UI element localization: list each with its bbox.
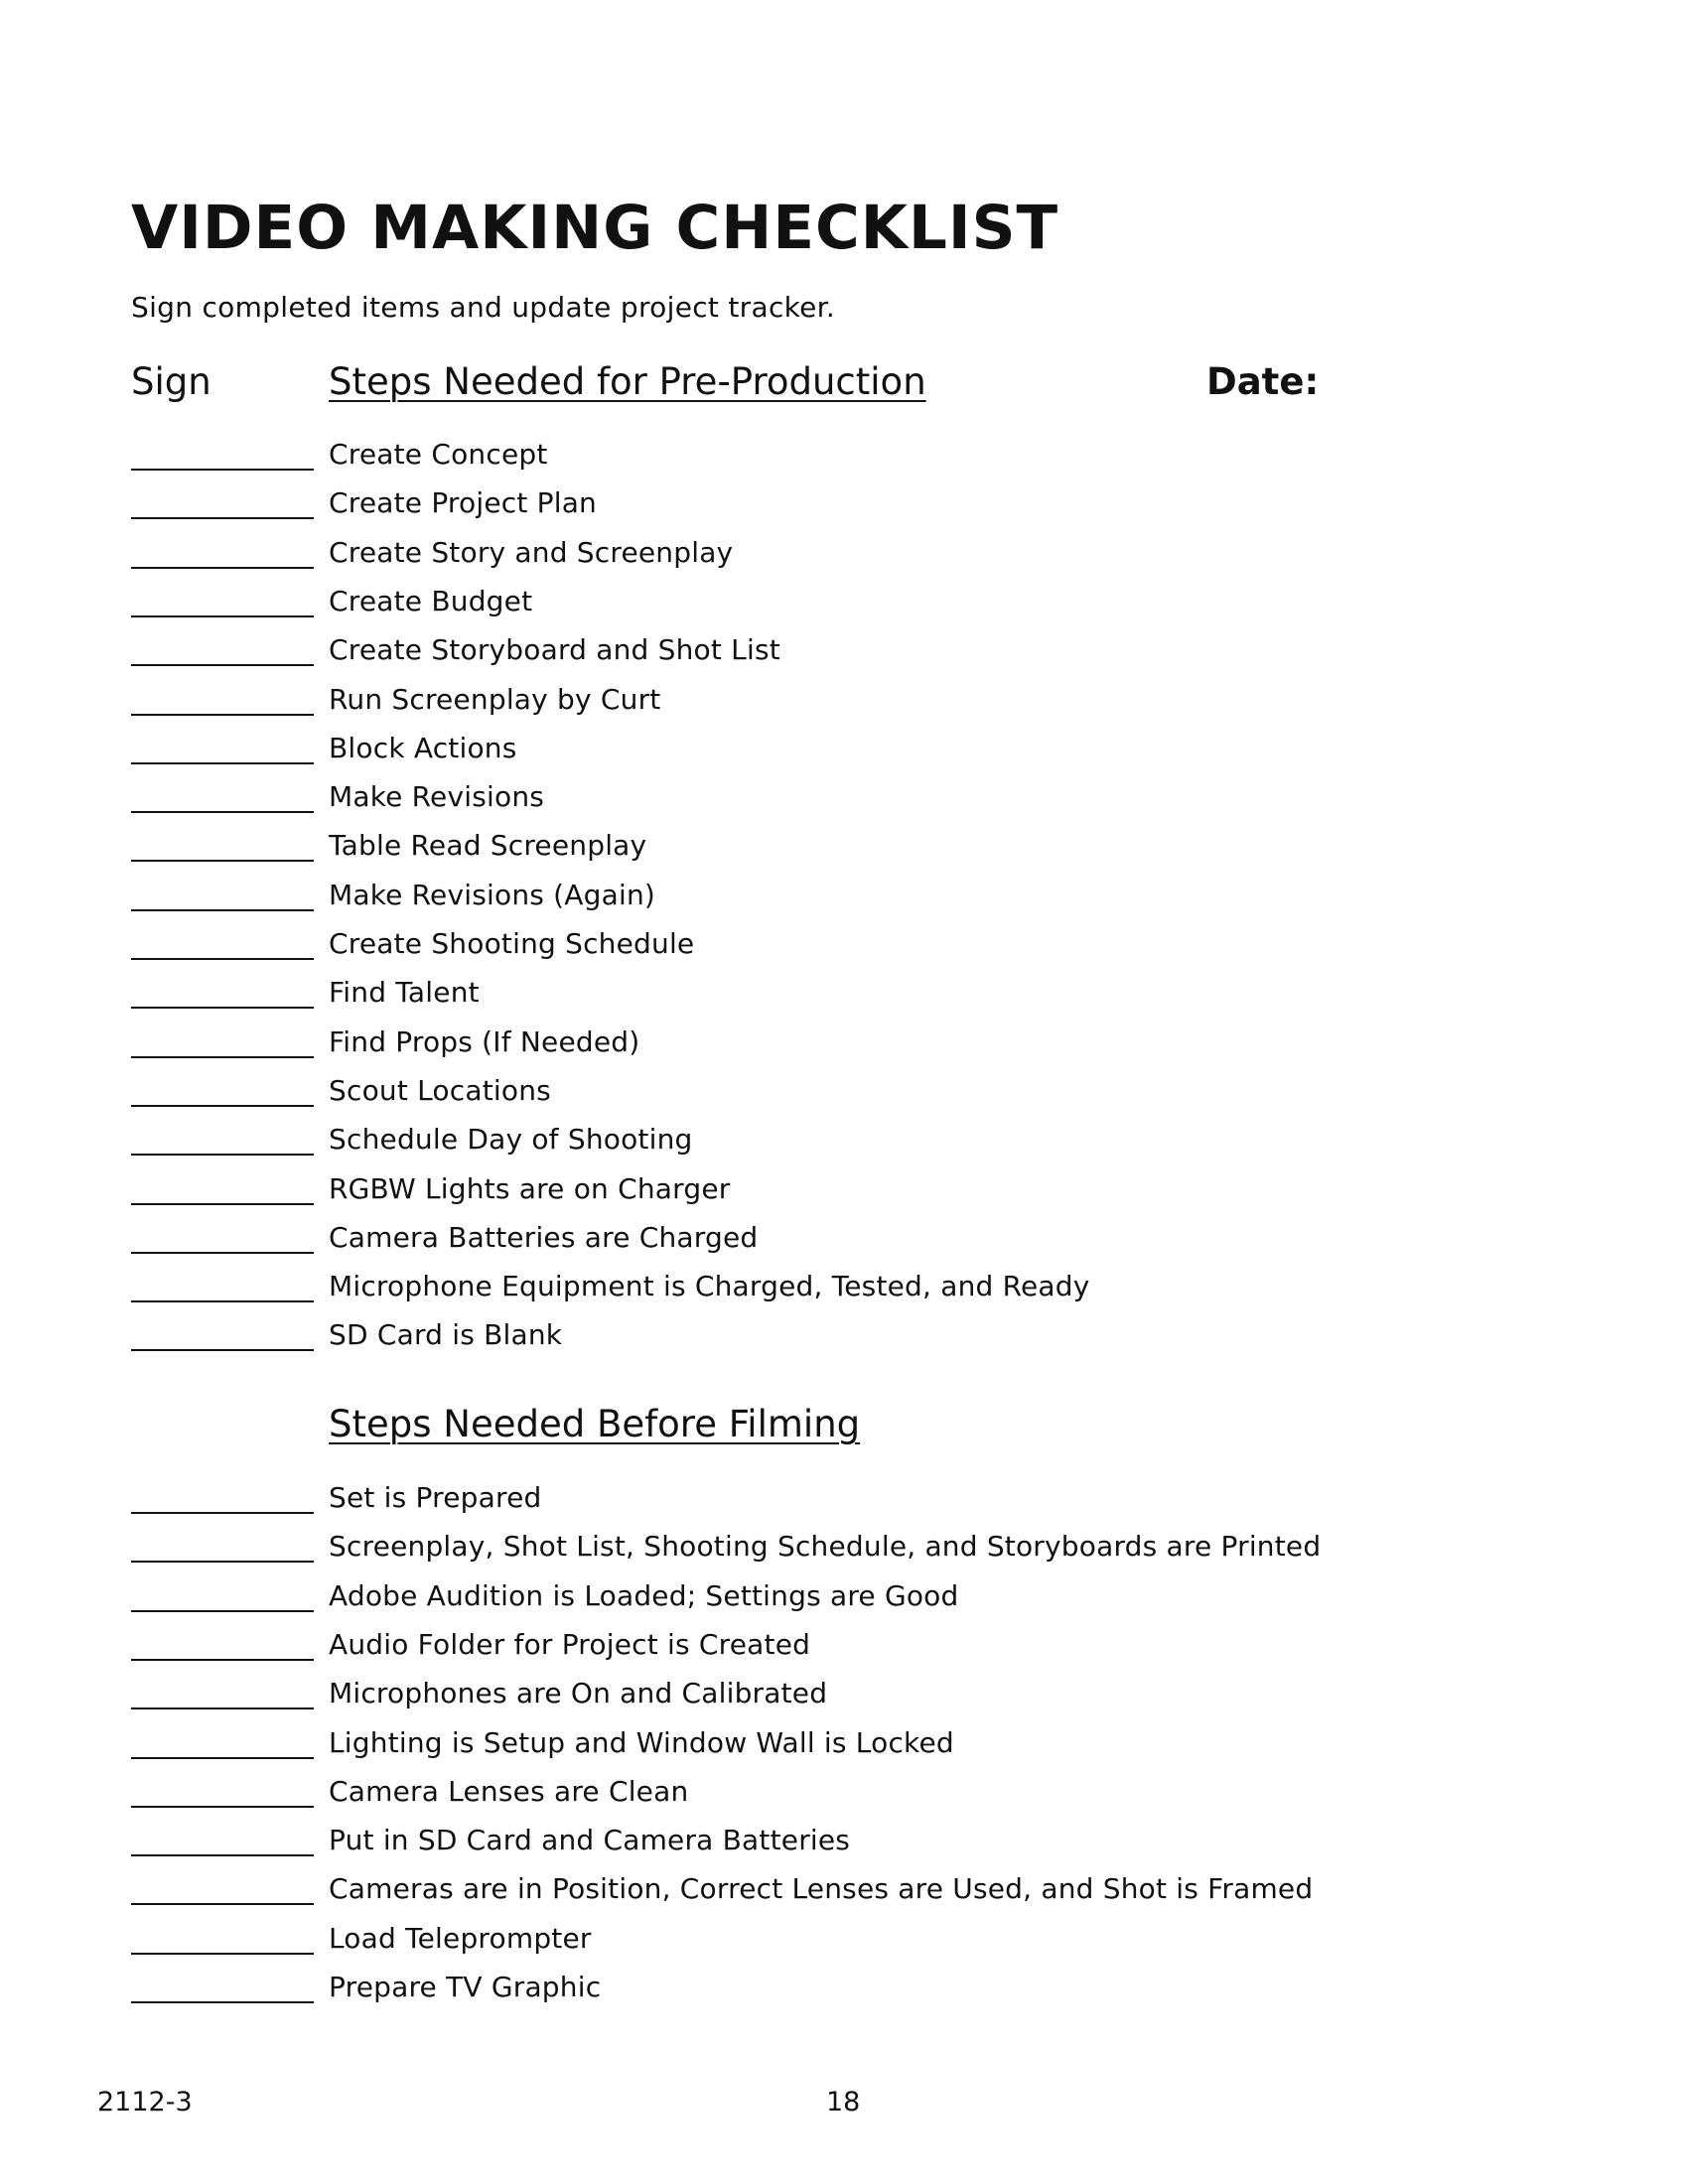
checklist-item-label: Create Project Plan (329, 486, 598, 519)
checklist-item (131, 773, 1521, 823)
signature-line[interactable] (131, 811, 314, 813)
checklist-item-label: Create Shooting Schedule (329, 927, 695, 960)
signature-line[interactable] (131, 1154, 314, 1156)
checklist-item (131, 725, 1521, 774)
checklist-item (131, 1964, 1521, 2013)
checklist-item-label: Load Teleprompter (329, 1922, 592, 1955)
checklist-item-label: Make Revisions (329, 780, 545, 813)
checklist-item (131, 920, 1521, 970)
checklist-item-label: Audio Folder for Project is Created (329, 1628, 811, 1661)
checklist-item (131, 1214, 1521, 1264)
checklist-item-label: Cameras are in Position, Correct Lenses are Used, and Shot is Framed (329, 1872, 1314, 1905)
instructions-text: Sign completed items and update project tracker. (131, 291, 836, 324)
signature-line[interactable] (131, 958, 314, 960)
checklist-item-label: Camera Lenses are Clean (329, 1775, 689, 1808)
section-title-pre-production: Steps Needed for Pre-Production (329, 360, 926, 403)
checklist-item (131, 676, 1521, 726)
signature-line[interactable] (131, 1512, 314, 1514)
signature-line[interactable] (131, 2001, 314, 2003)
checklist-item (131, 431, 1521, 480)
checklist-item (131, 479, 1521, 529)
checklist-item-label: Microphones are On and Calibrated (329, 1677, 828, 1709)
checklist-item-label: SD Card is Blank (329, 1318, 563, 1351)
checklist-item-label: Find Talent (329, 976, 480, 1009)
signature-line[interactable] (131, 1757, 314, 1759)
signature-line[interactable] (131, 517, 314, 519)
signature-line[interactable] (131, 1105, 314, 1107)
checklist-item-label: Adobe Audition is Loaded; Settings are Good (329, 1579, 959, 1612)
page-number: 18 (826, 2087, 861, 2117)
checklist-item-label: Create Story and Screenplay (329, 536, 734, 569)
checklist-item (131, 1263, 1521, 1312)
checklist-item-label: Make Revisions (Again) (329, 879, 656, 911)
checklist-item-label: Create Concept (329, 438, 548, 471)
checklist-item (131, 1474, 1521, 1524)
checklist-item (131, 1768, 1521, 1818)
checklist-item-label: Camera Batteries are Charged (329, 1221, 759, 1254)
checklist-item-label: Schedule Day of Shooting (329, 1123, 693, 1156)
checklist-item (131, 529, 1521, 579)
signature-line[interactable] (131, 1561, 314, 1563)
signature-line[interactable] (131, 1806, 314, 1808)
checklist-item-label: Create Budget (329, 585, 533, 617)
signature-line[interactable] (131, 762, 314, 764)
checklist-item-label: Set is Prepared (329, 1481, 542, 1514)
checklist-item (131, 1523, 1521, 1572)
signature-line[interactable] (131, 469, 314, 471)
checklist-item-label: Run Screenplay by Curt (329, 683, 661, 716)
checklist-item (131, 1670, 1521, 1719)
checklist-item (131, 969, 1521, 1019)
checklist-item (131, 1817, 1521, 1866)
signature-line[interactable] (131, 1252, 314, 1254)
signature-line[interactable] (131, 567, 314, 569)
checklist-item-label: Create Storyboard and Shot List (329, 633, 780, 666)
signature-line[interactable] (131, 1903, 314, 1905)
checklist-item-label: Table Read Screenplay (329, 829, 647, 862)
checklist-item (131, 1019, 1521, 1068)
checklist-item-label: RGBW Lights are on Charger (329, 1172, 731, 1205)
signature-line[interactable] (131, 1659, 314, 1661)
checklist-item (131, 626, 1521, 676)
checklist-item-label: Microphone Equipment is Charged, Tested, and Ready (329, 1270, 1090, 1302)
signature-line[interactable] (131, 1349, 314, 1351)
checklist-item-label: Put in SD Card and Camera Batteries (329, 1824, 851, 1856)
signature-line[interactable] (131, 664, 314, 666)
date-label: Date: (1206, 360, 1320, 403)
checklist-item (131, 1719, 1521, 1769)
signature-line[interactable] (131, 714, 314, 716)
checklist-item-label: Block Actions (329, 732, 517, 764)
checklist-item (131, 1572, 1521, 1622)
signature-line[interactable] (131, 1300, 314, 1302)
signature-line[interactable] (131, 909, 314, 911)
signature-line[interactable] (131, 1707, 314, 1709)
checklist-item (131, 1311, 1521, 1361)
signature-line[interactable] (131, 1007, 314, 1009)
checklist-item-label: Screenplay, Shot List, Shooting Schedule, and Storyboards are Printed (329, 1530, 1322, 1563)
page-title: VIDEO MAKING CHECKLIST (131, 193, 1059, 263)
checklist-item (131, 1165, 1521, 1215)
checklist-item-label: Find Props (If Needed) (329, 1025, 640, 1058)
signature-line[interactable] (131, 1953, 314, 1955)
checklist-item (131, 1067, 1521, 1117)
checklist-item (131, 872, 1521, 921)
sign-column-header: Sign (131, 360, 211, 403)
signature-line[interactable] (131, 1610, 314, 1612)
checklist-item (131, 1915, 1521, 1965)
document-code: 2112-3 (97, 2087, 193, 2117)
checklist-item-label: Lighting is Setup and Window Wall is Locked (329, 1726, 954, 1759)
section-title-before-filming: Steps Needed Before Filming (329, 1403, 861, 1445)
checklist-item (131, 1865, 1521, 1915)
signature-line[interactable] (131, 615, 314, 617)
signature-line[interactable] (131, 1854, 314, 1856)
signature-line[interactable] (131, 1056, 314, 1058)
checklist-item-label: Prepare TV Graphic (329, 1971, 602, 2003)
checklist-item-label: Scout Locations (329, 1074, 551, 1107)
checklist-item (131, 578, 1521, 627)
signature-line[interactable] (131, 1203, 314, 1205)
checklist-item (131, 1116, 1521, 1165)
checklist-item (131, 822, 1521, 872)
checklist-item (131, 1621, 1521, 1671)
signature-line[interactable] (131, 860, 314, 862)
